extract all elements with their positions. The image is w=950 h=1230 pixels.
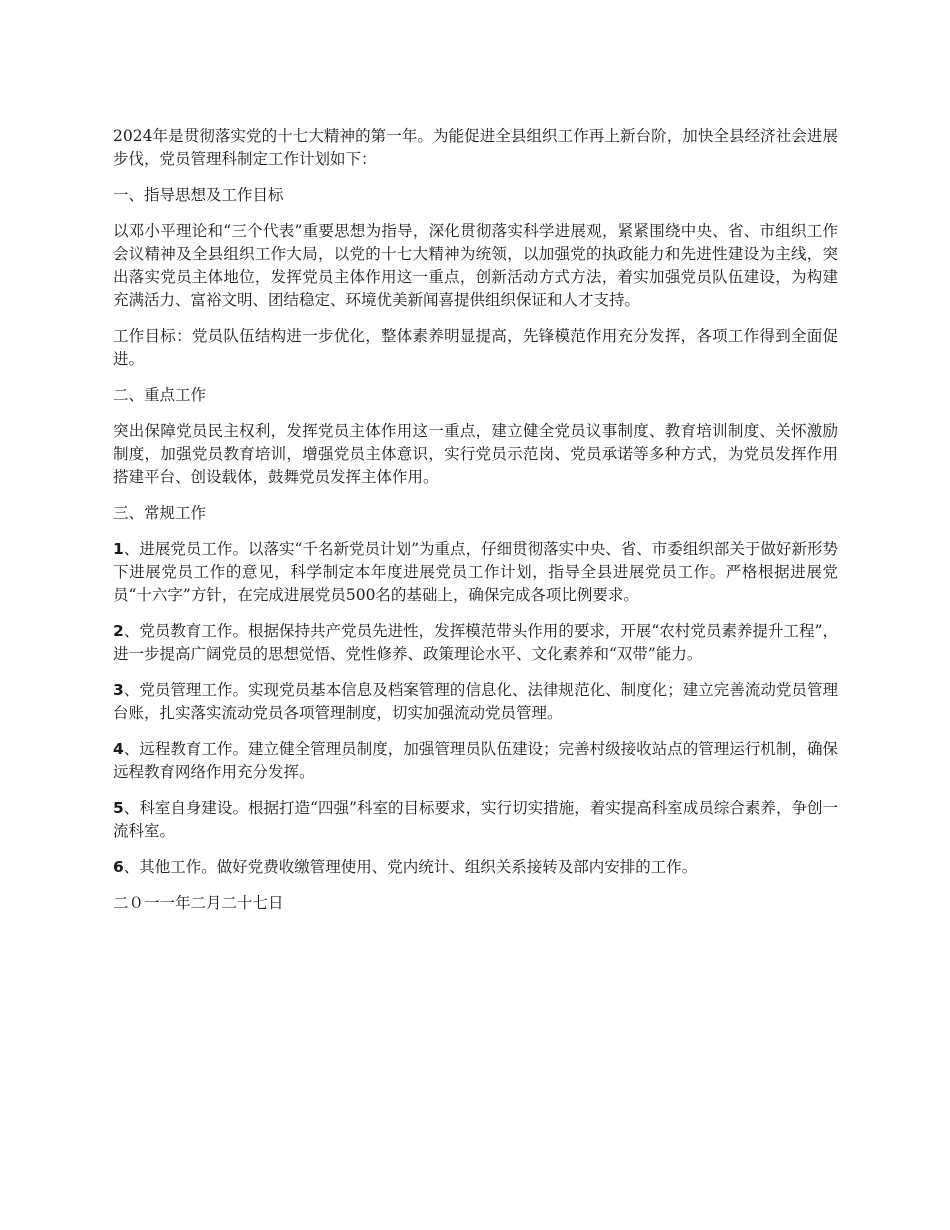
- list-item: [113, 620, 838, 666]
- item-number: 5: [113, 799, 124, 817]
- item-text: 、远程教育工作。建立健全管理员制度，加强管理员队伍建设；完善村级接收站点的管理运行机制，确保远程教育网络作用充分发挥。: [113, 740, 838, 781]
- list-item: [113, 738, 838, 784]
- section1-heading: 一、指导思想及工作目标: [113, 186, 284, 204]
- item-number: 1: [113, 540, 124, 558]
- item-number: 2: [113, 622, 124, 640]
- document-date: 二０一一年二月二十七日: [113, 894, 284, 912]
- section1-body: 以邓小平理论和“三个代表”重要思想为指导，深化贯彻落实科学进展观，紧紧围绕中央、省、市组织工作会议精神及全县组织工作大局，以党的十七大精神为统领，以加强党的执政能力和先进性建设为主线，突出落实党员主体地位，发挥党员主体作用这一重点，创新活动方式方法，着实加强党员队伍建设，为构建充满活力、富裕文明、团结稳定、环境优美新闻喜提供组织保证和人才支持。: [113, 222, 838, 309]
- item-text: 、党员管理工作。实现党员基本信息及档案管理的信息化、法律规范化、制度化；建立完善流动党员管理台账，扎实落实流动党员各项管理制度，切实加强流动党员管理。: [113, 681, 838, 722]
- item-text: 、党员教育工作。根据保持共产党员先进性，发挥模范带头作用的要求，开展“农村党员素养提升工程”，进一步提高广阔党员的思想觉悟、党性修养、政策理论水平、文化素养和“双带”能力。: [113, 622, 838, 663]
- section2-body: 突出保障党员民主权利，发挥党员主体作用这一重点，建立健全党员议事制度、教育培训制度、关怀激励制度，加强党员教育培训，增强党员主体意识，实行党员示范岗、党员承诺等多种方式，为党员发挥作用搭建平台、创设载体，鼓舞党员发挥主体作用。: [113, 422, 838, 486]
- document-page: [113, 125, 838, 928]
- item-text: 、科室自身建设。根据打造“四强”科室的目标要求，实行切实措施，着实提高科室成员综合素养，争创一流科室。: [113, 799, 838, 840]
- list-item: [113, 679, 838, 725]
- section1-goal: 工作目标：党员队伍结构进一步优化，整体素养明显提高，先锋模范作用充分发挥，各项工作得到全面促进。: [113, 327, 838, 368]
- item-number: 6: [113, 858, 124, 876]
- item-text: 、其他工作。做好党费收缴管理使用、党内统计、组织关系接转及部内安排的工作。: [123, 858, 698, 876]
- item-number: 4: [113, 740, 124, 758]
- list-item: [113, 856, 838, 879]
- item-text: 、进展党员工作。以落实“千名新党员计划”为重点，仔细贯彻落实中央、省、市委组织部关于做好新形势下进展党员工作的意见，科学制定本年度进展党员工作计划，指导全县进展党员工作。严格根据进展党员“十六字”方针，在完成进展党员500名的基础上，确保完成各项比例要求。: [113, 540, 838, 604]
- item-number: 3: [113, 681, 124, 699]
- intro-paragraph: 2024年是贯彻落实党的十七大精神的第一年。为能促进全县组织工作再上新台阶，加快全县经济社会进展步伐，党员管理科制定工作计划如下：: [113, 127, 838, 168]
- list-item: [113, 538, 838, 607]
- section2-heading: 二、重点工作: [113, 386, 207, 404]
- section3-heading: 三、常规工作: [113, 504, 207, 522]
- list-item: [113, 797, 838, 843]
